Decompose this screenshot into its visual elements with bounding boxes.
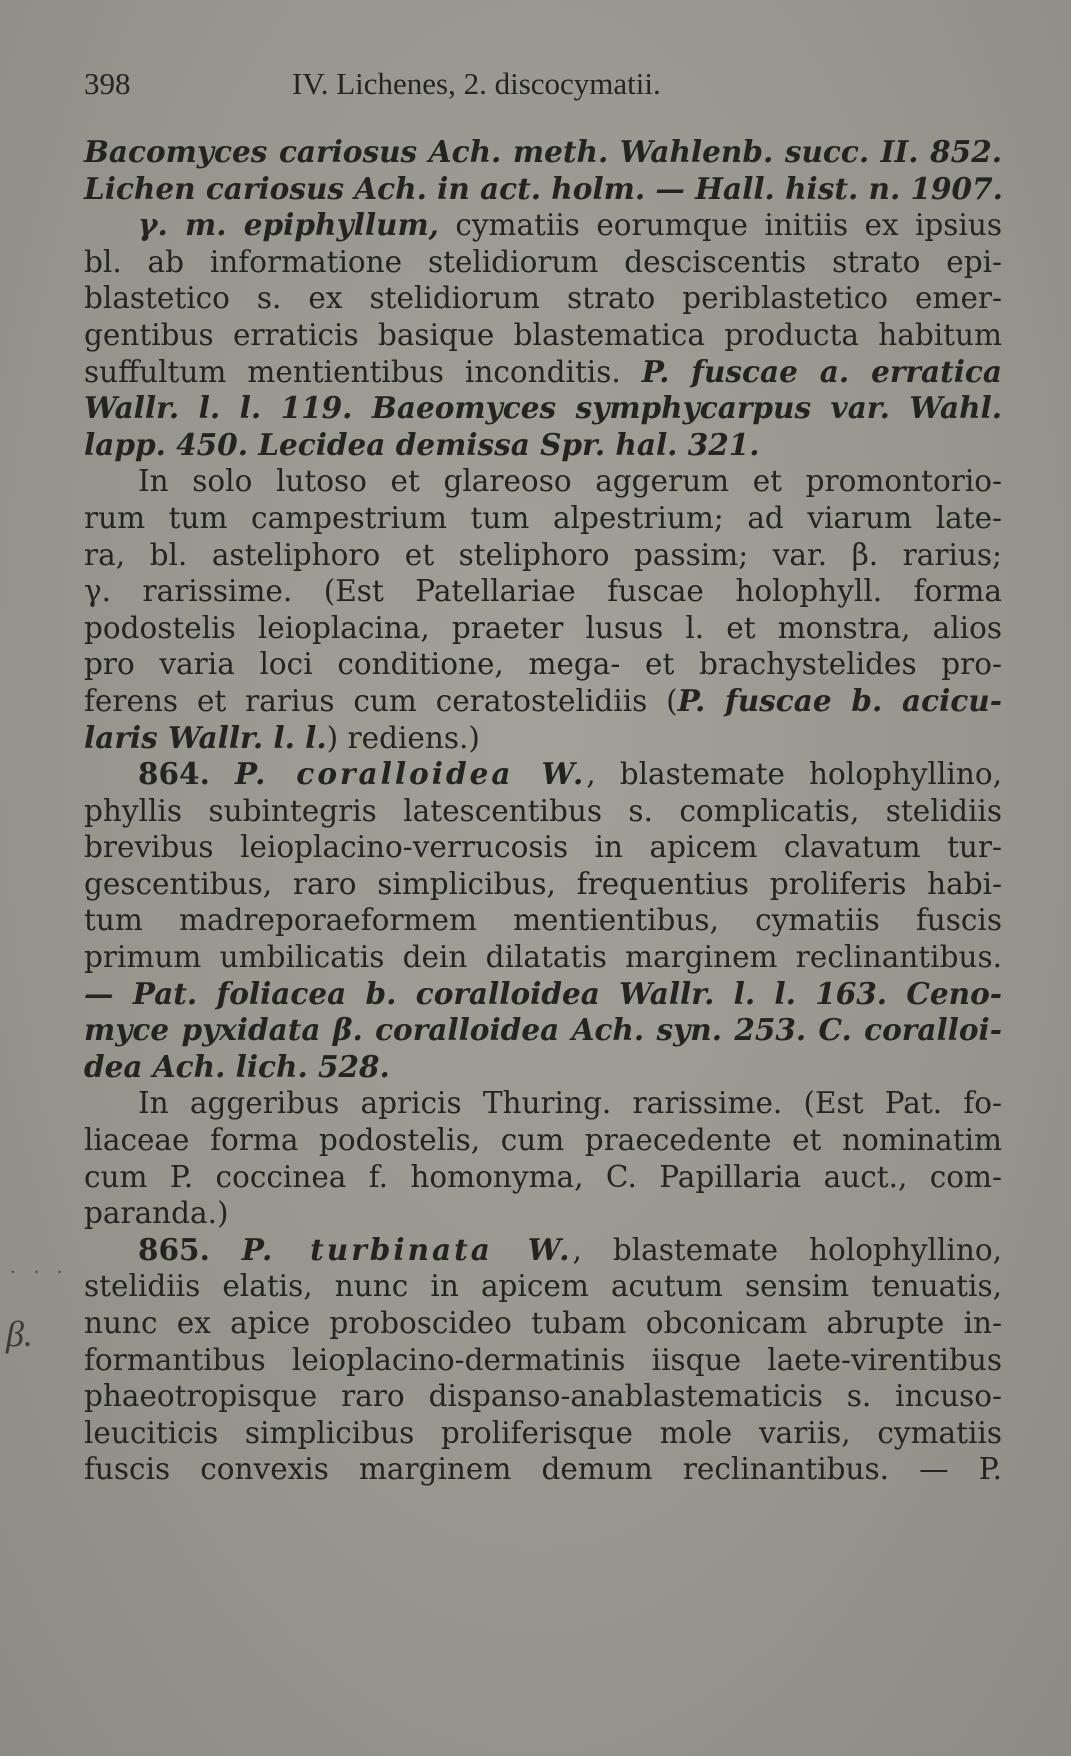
text-run: formantibus leioplacino-dermatinis iisque laete-virentibus (84, 1342, 1002, 1377)
running-head: IV. Lichenes, 2. discocymatii. (292, 66, 661, 101)
text-line (84, 1378, 1002, 1415)
margin-note: β. (6, 1314, 33, 1354)
text-run: In solo lutoso et glareoso aggerum et promontorio- (138, 464, 1002, 499)
text-run: tum madreporaeformem mentientibus, cymatiis fuscis (84, 903, 1002, 938)
page-number: 398 (84, 66, 131, 101)
text-run: leuciticis simplicibus proliferisque mole variis, cymatiis (84, 1415, 1002, 1450)
text-line (84, 720, 1002, 757)
text-run: rum tum campestrium tum alpestrium; ad viarum late- (84, 500, 1002, 535)
text-run: 864. (138, 756, 235, 792)
text-run: P. turbinata W. (241, 1231, 573, 1267)
text-run: ) rediens.) (326, 720, 480, 755)
text-run: dea Ach. lich. 528. (84, 1048, 390, 1084)
text-line (84, 1195, 1002, 1232)
text-run: suffultum mentientibus inconditis. (84, 354, 642, 389)
text-run: podostelis leioplacina, praeter lusus l. et monstra, alios (84, 610, 1002, 645)
text-run: γ. rarissime. (Est Patellariae fuscae holophyll. forma (84, 574, 1002, 609)
text-line (84, 573, 1002, 610)
text-line (84, 244, 1002, 281)
text-line (84, 390, 1002, 427)
text-line (84, 1122, 1002, 1159)
text-line (84, 463, 1002, 500)
text-line (84, 1232, 1002, 1269)
text-run: — Pat. foliacea b. coralloidea Wallr. l. l. 163. Ceno- (84, 975, 1002, 1011)
text-run: P. fuscae a. erratica (641, 353, 1002, 389)
text-run: In aggeribus apricis Thuring. rarissime. (Est Pat. fo- (138, 1086, 1002, 1121)
text-run: laris Wallr. l. l. (84, 719, 327, 755)
text-run: P. fuscae b. acicu- (677, 682, 1002, 718)
text-line (84, 354, 1002, 391)
text-line (84, 1451, 1002, 1488)
text-line (84, 1159, 1002, 1196)
text-run: lapp. 450. Lecidea demissa Spr. hal. 321. (84, 426, 760, 462)
text-line (84, 1012, 1002, 1049)
text-line (84, 1268, 1002, 1305)
text-run: ferens et rarius cum ceratostelidiis ( (84, 683, 678, 718)
text-line (84, 610, 1002, 647)
text-run: nunc ex apice proboscideo tubam obconicam abrupte in- (84, 1306, 1002, 1340)
text-line (84, 427, 1002, 464)
text-line (84, 280, 1002, 317)
text-line (84, 171, 1002, 208)
text-run: paranda.) (84, 1196, 229, 1231)
text-line (84, 134, 1002, 171)
text-run: Wallr. l. l. 119. Baeomyces symphycarpus var. Wahl. (84, 390, 1002, 426)
text-run: stelidiis elatis, nunc in apicem acutum sensim tenuatis, (84, 1269, 1002, 1304)
text-line (84, 793, 1002, 830)
text-run: pro varia loci conditione, mega- et brachystelides pro- (84, 647, 1002, 682)
text-run: gentibus erraticis basique blastematica producta habitum (84, 317, 1002, 352)
text-run: phaeotropisque raro dispanso-anablastematicis s. incuso- (84, 1379, 1002, 1414)
page-text (84, 62, 1002, 1488)
text-line (84, 866, 1002, 903)
page-header (84, 62, 1002, 102)
text-line (84, 1342, 1002, 1379)
text-run: P. coralloidea W. (234, 756, 587, 792)
text-run: liaceae forma podostelis, cum praecedente et nominatim (84, 1123, 1002, 1158)
text-run: Lichen cariosus Ach. in act. holm. — Hall. hist. n. 1907. (84, 170, 1003, 206)
text-run: myce pyxidata β. coralloidea Ach. syn. 253. C. coralloi- (84, 1012, 1002, 1048)
text-run: γ. m. epiphyllum, (138, 207, 439, 243)
text-run: cymatiis eorumque initiis ex ipsius (438, 208, 1002, 243)
text-line (84, 976, 1002, 1013)
text-line (84, 1049, 1002, 1086)
text-run: phyllis subintegris latescentibus s. complicatis, stelidiis (84, 793, 1002, 828)
text-run: ra, bl. asteliphoro et steliphoro passim; var. β. rarius; (84, 537, 1002, 572)
text-line (84, 902, 1002, 939)
text-run: primum umbilicatis dein dilatatis marginem reclinantibus. (84, 940, 1002, 975)
text-run: cum P. coccinea f. homonyma, C. Papillaria auct., com- (84, 1159, 1002, 1194)
text-line (84, 1305, 1002, 1342)
text-run: bl. ab informatione stelidiorum desciscentis strato epi- (84, 244, 1002, 279)
text-line (84, 207, 1002, 244)
text-run: , blastemate holophyllino, (586, 757, 1002, 792)
text-line (84, 500, 1002, 537)
text-line (84, 1085, 1002, 1122)
text-line (84, 756, 1002, 793)
margin-marks: · · · (10, 1262, 69, 1283)
text-line (84, 317, 1002, 354)
text-line (84, 537, 1002, 574)
text-run: brevibus leioplacino-verrucosis in apicem clavatum tur- (84, 830, 1002, 865)
text-line (84, 683, 1002, 720)
text-run: blastetico s. ex stelidiorum strato periblastetico emer- (84, 281, 1002, 316)
text-run: gescentibus, raro simplicibus, frequentius proliferis habi- (84, 866, 1002, 901)
text-run: Bacomyces cariosus Ach. meth. Wahlenb. succ. II. 852. (84, 134, 1002, 169)
text-line (84, 829, 1002, 866)
text-run: , blastemate holophyllino, (572, 1232, 1002, 1267)
text-run: 865. (138, 1231, 242, 1267)
text-line (84, 646, 1002, 683)
body-lines (84, 134, 1002, 1488)
text-line (84, 939, 1002, 976)
text-run: fuscis convexis marginem demum reclinantibus. — P. (84, 1452, 1002, 1487)
text-line (84, 1415, 1002, 1452)
